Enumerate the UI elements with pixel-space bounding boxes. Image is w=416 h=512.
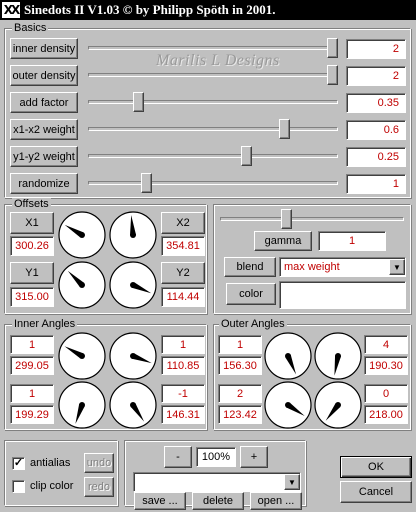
outer-angle-3-count[interactable]: 2	[218, 384, 262, 403]
x2-label-text: X2	[176, 217, 190, 229]
y1-label	[10, 262, 54, 284]
outer-angle-2-count[interactable]: 4	[364, 335, 408, 354]
blend-label	[224, 257, 276, 277]
window-title: Sinedots II V1.03 © by Philipp Spöth in 2001.	[24, 2, 276, 17]
blend-select[interactable]: max weight	[279, 257, 406, 277]
zoom-out-label: -	[176, 451, 180, 463]
randomize-label-text: randomize	[18, 177, 70, 190]
inner-angle-1-value[interactable]: 299.05	[10, 356, 54, 375]
y1-y2-weight-label	[10, 146, 78, 167]
randomize-value-field[interactable]: 1	[346, 174, 406, 194]
dial-hub	[285, 353, 291, 359]
offsets-group-title: Offsets	[14, 198, 49, 210]
outer-angle-2-dial[interactable]	[313, 331, 363, 381]
outer-angle-3-value[interactable]: 123.42	[218, 405, 262, 424]
outer-density-label	[10, 65, 78, 86]
preset-select[interactable]	[133, 472, 301, 492]
x1-x2-weight-slider-thumb[interactable]	[279, 119, 290, 139]
outer-angle-1-value[interactable]: 156.30	[218, 356, 262, 375]
y1-y2-weight-slider-track[interactable]	[88, 154, 338, 158]
redo-button-label: redo	[87, 481, 111, 493]
y1-dial[interactable]	[57, 260, 107, 310]
inner-angle-4-value[interactable]: 146.31	[161, 405, 205, 424]
y2-label	[161, 262, 205, 284]
inner-density-slider-thumb[interactable]	[327, 38, 338, 58]
delete-button-label: delete	[203, 495, 233, 507]
inner-angle-3-value[interactable]: 199.29	[10, 405, 54, 424]
x1-x2-weight-label-text: x1-x2 weight	[13, 123, 75, 136]
color-label-text: color	[239, 288, 263, 300]
dial-hub	[79, 353, 85, 359]
outer-density-label-text: outer density	[12, 69, 76, 82]
color-swatch[interactable]	[279, 281, 406, 309]
dial-hub	[285, 402, 291, 408]
save-button-label: save ...	[142, 495, 178, 507]
outer-angles-group-title: Outer Angles	[221, 318, 285, 330]
randomize-label[interactable]	[10, 173, 78, 194]
x2-value-field[interactable]: 354.81	[161, 236, 205, 256]
zoom-in-button[interactable]	[240, 446, 268, 468]
y1-value-field[interactable]: 315.00	[10, 287, 54, 307]
watermark: Marilis L Designs	[156, 52, 280, 69]
outer-angle-4-dial[interactable]	[313, 380, 363, 430]
inner-angle-4-count[interactable]: -1	[161, 384, 205, 403]
add-factor-slider-thumb[interactable]	[133, 92, 144, 112]
gamma-slider-track[interactable]	[220, 217, 404, 221]
y2-value-field[interactable]: 114.44	[161, 287, 205, 307]
cancel-button[interactable]	[340, 481, 412, 503]
inner-angle-4-dial[interactable]	[108, 380, 158, 430]
add-factor-label-text: add factor	[19, 96, 69, 109]
x2-dial[interactable]	[108, 210, 158, 260]
open-button[interactable]	[250, 492, 302, 510]
dial-hub	[79, 282, 85, 288]
zoom-in-label: +	[250, 451, 258, 463]
y1-y2-weight-label-text: y1-y2 weight	[13, 150, 75, 163]
x1-label	[10, 212, 54, 234]
dial-hub	[130, 353, 136, 359]
inner-angle-2-count[interactable]: 1	[161, 335, 205, 354]
add-factor-label	[10, 92, 78, 113]
preset-dropdown-arrow-icon[interactable]: ▼	[284, 474, 300, 490]
dial-hub	[79, 402, 85, 408]
save-button[interactable]	[134, 492, 186, 510]
y2-dial[interactable]	[108, 260, 158, 310]
inner-density-label-text: inner density	[12, 42, 76, 55]
add-factor-slider-track[interactable]	[88, 100, 338, 104]
zoom-level: 100%	[196, 447, 236, 467]
dial-hub	[79, 232, 85, 238]
inner-angle-2-value[interactable]: 110.85	[161, 356, 205, 375]
gamma-slider-thumb[interactable]	[281, 209, 292, 229]
outer-angle-4-count[interactable]: 0	[364, 384, 408, 403]
inner-angle-3-count[interactable]: 1	[10, 384, 54, 403]
undo-button-label: undo	[86, 457, 112, 469]
inner-angle-3-dial[interactable]	[57, 380, 107, 430]
inner-angle-1-count[interactable]: 1	[10, 335, 54, 354]
dial-hub	[335, 402, 341, 408]
dial-hub	[130, 402, 136, 408]
ok-button[interactable]	[340, 456, 412, 478]
x2-label	[161, 212, 205, 234]
y2-label-text: Y2	[176, 267, 190, 279]
x1-value-field[interactable]: 300.26	[10, 236, 54, 256]
add-factor-value-field[interactable]: 0.35	[346, 93, 406, 113]
check-mark-icon: ✓	[13, 457, 24, 469]
x1-dial[interactable]	[57, 210, 107, 260]
outer-density-slider-thumb[interactable]	[327, 65, 338, 85]
color-label	[226, 283, 276, 305]
clip-color-checkbox[interactable]	[12, 480, 25, 493]
delete-button[interactable]	[192, 492, 244, 510]
antialias-checkbox[interactable]	[12, 457, 25, 470]
inner-angle-2-dial[interactable]	[108, 331, 158, 381]
outer-density-value-field[interactable]: 2	[346, 66, 406, 86]
dial-hub	[130, 282, 136, 288]
outer-angle-1-count[interactable]: 1	[218, 335, 262, 354]
x1-x2-weight-label	[10, 119, 78, 140]
outer-angle-1-dial[interactable]	[263, 331, 313, 381]
outer-angle-4-value[interactable]: 218.00	[364, 405, 408, 424]
inner-angles-group-title: Inner Angles	[14, 318, 76, 330]
x1-x2-weight-value-field[interactable]: 0.6	[346, 120, 406, 140]
dial-hub	[335, 353, 341, 359]
gamma-label	[254, 231, 312, 251]
y1-y2-weight-value-field[interactable]: 0.25	[346, 147, 406, 167]
dial-hub	[130, 232, 136, 238]
zoom-out-button[interactable]	[164, 446, 192, 468]
randomize-slider-thumb[interactable]	[141, 173, 152, 193]
redo-button[interactable]	[84, 477, 114, 497]
gamma-value-field[interactable]: 1	[318, 231, 386, 251]
outer-density-slider-track[interactable]	[88, 73, 338, 77]
app-logo-icon: XX	[3, 3, 19, 17]
title-bar[interactable]	[0, 0, 416, 20]
randomize-slider-track[interactable]	[88, 181, 338, 185]
cancel-button-label: Cancel	[358, 486, 394, 498]
inner-density-label	[10, 38, 78, 59]
y1-y2-weight-slider-thumb[interactable]	[241, 146, 252, 166]
open-button-label: open ...	[257, 495, 295, 507]
clip-color-label: clip color	[30, 480, 74, 492]
outer-angle-2-value[interactable]: 190.30	[364, 356, 408, 375]
antialias-label: antialias	[30, 457, 71, 469]
y1-label-text: Y1	[25, 267, 39, 279]
blend-label-text: blend	[236, 261, 264, 273]
x1-label-text: X1	[25, 217, 39, 229]
inner-angle-1-dial[interactable]	[57, 331, 107, 381]
outer-angle-3-dial[interactable]	[263, 380, 313, 430]
blend-dropdown-arrow-icon[interactable]: ▼	[389, 259, 405, 275]
x1-x2-weight-slider-track[interactable]	[88, 127, 338, 131]
ok-button-label: OK	[368, 461, 384, 473]
inner-density-slider-track[interactable]	[88, 46, 338, 50]
basics-group-title: Basics	[14, 22, 47, 34]
undo-button[interactable]	[84, 453, 114, 473]
inner-density-value-field[interactable]: 2	[346, 39, 406, 59]
gamma-label-text: gamma	[264, 235, 302, 247]
